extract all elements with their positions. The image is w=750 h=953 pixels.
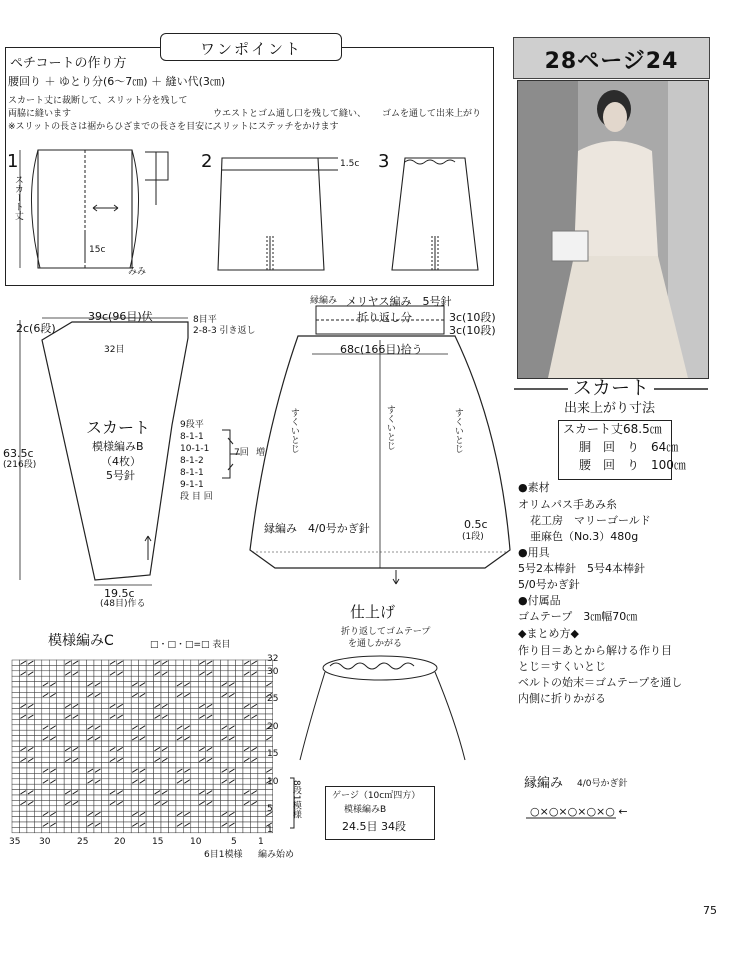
seam-center: すくいとじ [384,405,395,450]
skirt-section-title: スカート [573,377,650,399]
chart-x-tick-20: 20 [114,837,126,847]
chart-y-tick-25: 25 [267,694,279,704]
size-title: 出来上がり寸法 [564,401,656,416]
petticoat-title: ペチコートの作り方 [10,56,127,71]
chart-x-tick-15: 15 [152,837,164,847]
step-3-number: 3 [378,151,390,172]
edging-symbols: ○×○×○×○×○ ← [530,805,628,818]
dec-row-2: 10-1-1 [180,444,210,454]
materials-line-2: 花工房 マリーゴールド [530,514,651,527]
size-row-hip: 腰 回 り 100㎝ [579,458,686,472]
size-row-waist: 胴 回 り 64㎝ [579,440,679,454]
finishing-line-4: 内側に折りかがる [518,692,606,705]
materials-line-1: オリムパス手あみ糸 [518,498,617,511]
piece-needle: 5号針 [106,469,135,482]
dec-row-1: 8-1-1 [180,432,204,442]
step2-text-1: ウエストとゴム通し口を残して縫い、 [213,109,367,119]
edge-label: 縁編み [310,296,338,306]
hem-size: 0.5c [464,518,488,531]
dec-word: 増 [256,448,266,458]
chart-y-tick-1: 1 [267,825,273,835]
petticoat-note-2: 両脇に縫います [8,109,72,119]
hem-label: 縁編み 4/0号かぎ針 [264,522,370,535]
chart-y-tick-30: 30 [267,667,279,677]
chart-title: 模様編みC [48,633,114,649]
tools-heading: ●用具 [518,546,550,559]
chart-y-tick-32: 32 [267,654,279,664]
chart-start-label: 編み始め [258,850,295,860]
chart-x-tick-35: 35 [9,837,21,847]
chart-rows-label: 8段1模様 [290,780,301,819]
one-point-banner: ワンポイント [160,33,342,61]
piece-bottom-cast: (48目)作る [100,599,146,609]
rib-label: メリヤス編み 5号針 [346,295,452,308]
piece-count: （4枚） [101,455,141,468]
piece-name: スカート [86,418,151,437]
chart-y-tick-10: 10 [267,777,279,787]
slit-label: 15c [89,245,106,255]
dec-row-5: 9-1-1 [180,480,204,490]
materials-heading: ●素材 [518,481,550,494]
piece-top-right-2: 2-8-3 引き返し [193,326,256,336]
skirt-length-label: スカート丈 [12,175,23,220]
finishing-line-1: 作り目＝あとから解ける作り目 [518,644,672,657]
chart-repeat-label: 6目1模様 [204,850,243,860]
dec-head: 9段平 [180,420,204,430]
page-number: 75 [703,904,717,917]
gauge-pattern: 模様編みB [344,805,387,815]
page-reference-header: 28ページ24 [513,37,710,79]
piece-bottom: 19.5c [104,587,135,600]
chart-y-tick-20: 20 [267,722,279,732]
chart-x-tick-10: 10 [190,837,202,847]
dec-row-6: 段 目 回 [180,492,213,502]
finishing-line-3: ベルトの始末＝ゴムテープを通し [518,676,683,689]
dec-row-3: 8-1-2 [180,456,204,466]
chart-y-tick-5: 5 [267,804,273,814]
notions-line: ゴムテープ 3㎝幅70㎝ [518,610,638,623]
finishing-heading: ◆まとめ方◆ [518,627,579,640]
notions-heading: ●付属品 [518,594,561,607]
petticoat-note-1: スカート丈に裁断して、スリット分を残して [8,96,188,106]
hem-rows: (1段) [462,532,484,542]
tools-line-2: 5/0号かぎ針 [518,578,580,591]
piece-top-left: 2c(6段) [16,322,56,335]
finishing-line-2: とじ＝すくいとじ [518,660,606,673]
materials-line-3: 亜麻色（No.3）480g [530,530,639,543]
piece-height-rows: (216段) [3,460,37,470]
edging-title: 縁編み [524,776,564,791]
chart-x-tick-5: 5 [231,837,237,847]
fold-size-2: 3c(10段) [449,324,496,337]
finish-title: 仕上げ [350,603,396,621]
fold-size-1: 3c(10段) [449,311,496,324]
gauge-title: ゲージ（10c㎡四方） [332,791,421,801]
size-row-length: スカート丈68.5㎝ [563,422,662,436]
step3-text: ゴムを通して出来上がり [382,109,482,119]
piece-top-right-1: 8目平 [193,315,217,325]
selvage-label: みみ [128,267,147,277]
petticoat-note-3: ※スリットの長さは裾からひざまでの長さを目安に。 [8,122,223,132]
chart-x-tick-1: 1 [258,837,264,847]
seam-right: すくいとじ [452,408,463,453]
waist-pickup: 68c(166目)拾う [340,343,423,356]
chart-x-tick-30: 30 [39,837,51,847]
dec-row-4: 8-1-1 [180,468,204,478]
elastic-allowance-label: 1.5c [340,159,360,169]
step-2-number: 2 [201,151,213,172]
step-1-number: 1 [7,151,19,172]
dec-total: 7回 [234,448,249,458]
seam-left: すくいとじ [288,408,299,453]
finish-note-1: 折り返してゴムテープ [341,627,431,637]
edging-hook: 4/0号かぎ針 [577,779,628,789]
chart-legend: □・□・□=□ 表目 [150,640,231,650]
piece-center-stitches: 32目 [104,345,125,355]
chart-x-tick-25: 25 [77,837,89,847]
step2-text-2: スリットにステッチをかけます [213,122,339,132]
chart-y-tick-15: 15 [267,749,279,759]
piece-pattern: 模様編みB [92,440,144,453]
finish-note-2: を通しかがる [348,639,403,649]
tools-line-1: 5号2本棒針 5号4本棒針 [518,562,645,575]
piece-height: 63.5c [3,447,34,460]
piece-top-width: 39c(96目)伏 [88,310,153,323]
fold-label: 折り返し分 [357,311,412,324]
petticoat-formula: 腰回り ＋ ゆとり分(6〜7㎝) ＋ 縫い代(3㎝) [8,75,226,88]
gauge-value: 24.5目 34段 [342,820,406,833]
